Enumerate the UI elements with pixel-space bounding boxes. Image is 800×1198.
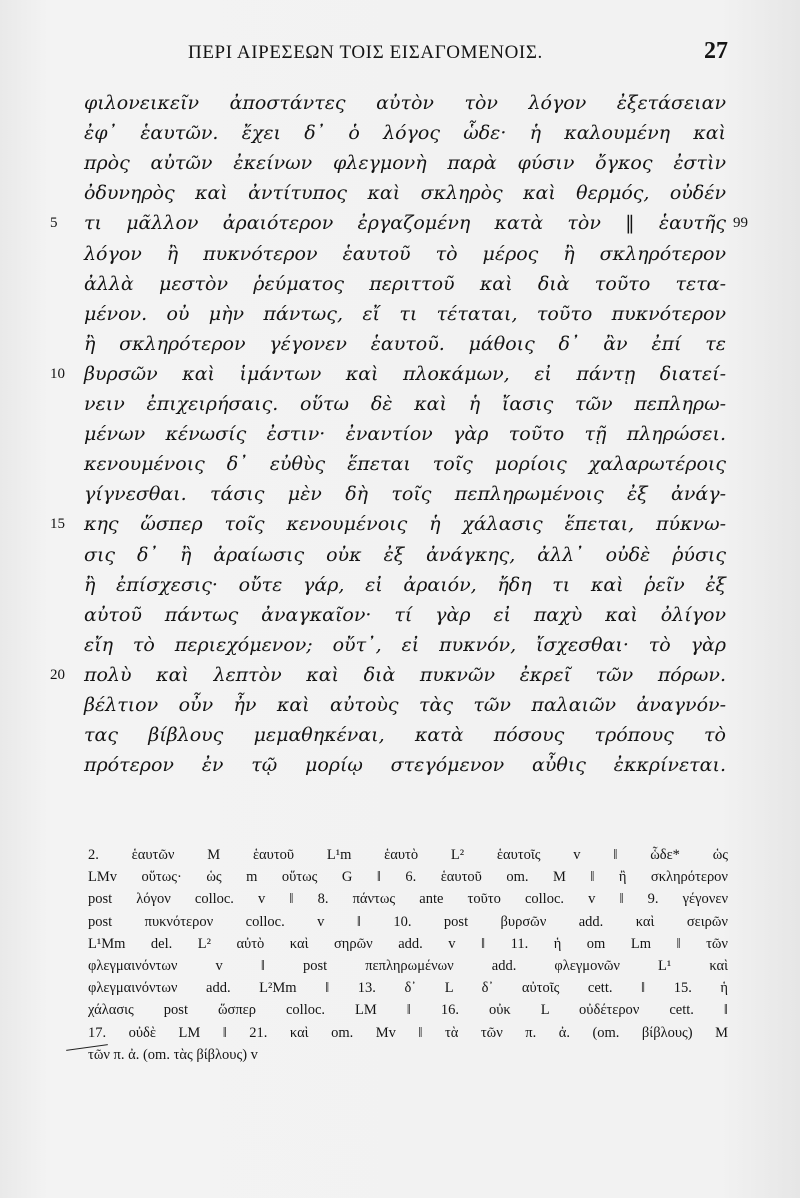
text-line: νειν ἐπιχειρήσαις. οὕτω δὲ καὶ ἡ ἴασις τῶν πεπληρω- (84, 393, 726, 415)
margin-page-reference: 99 (733, 215, 748, 231)
line-number: 5 (50, 215, 58, 231)
text-line: κης ὥσπερ τοῖς κενουμένοις ἡ χάλασις ἕπεται, πύκνω- (84, 513, 726, 535)
running-title: ΠΕΡΙ ΑΙΡΕΣΕΩΝ ΤΟΙΣ ΕΙΣΑΓΟΜΕΝΟΙΣ. (188, 42, 543, 63)
text-line: τας βίβλους μεμαθηκέναι, κατὰ πόσους τρόπους τὸ (84, 724, 726, 746)
line-number: 20 (50, 667, 65, 683)
apparatus-line: φλεγμαινόντων add. L²Mm ‖ 13. δ᾽ L δ᾽ αὐτοῖς cett. ‖ 15. ἡ (88, 980, 728, 996)
text-line: βυρσῶν καὶ ἱμάντων καὶ πλοκάμων, εἰ πάντῃ διατεί- (84, 363, 726, 385)
text-line: φιλονεικεῖν ἀποστάντες αὐτὸν τὸν λόγον ἐξετάσειαν (84, 92, 726, 114)
text-line: εἴη τὸ περιεχόμενον; οὔτ᾽, εἰ πυκνόν, ἴσχεσθαι· τὸ γὰρ (84, 634, 726, 656)
line-number: 10 (50, 366, 65, 382)
text-line: ὀδυνηρὸς καὶ ἀντίτυπος καὶ σκληρὸς καὶ θερμός, οὐδέν (84, 182, 726, 204)
apparatus-line: 17. οὐδὲ LM ‖ 21. καὶ om. Mv ‖ τὰ τῶν π. ἀ. (om. βίβλους) M (88, 1025, 728, 1041)
apparatus-line: χάλασις post ὥσπερ colloc. LM ‖ 16. οὐκ L οὐδέτερον cett. ‖ (88, 1002, 728, 1018)
text-line: κενουμένοις δ᾽ εὐθὺς ἕπεται τοῖς μορίοις χαλαρωτέροις (84, 453, 726, 475)
apparatus-line: post πυκνότερον colloc. v ‖ 10. post βυρσῶν add. καὶ σειρῶν (88, 914, 728, 930)
text-line: λόγον ἢ πυκνότερον ἑαυτοῦ τὸ μέρος ἢ σκληρότερον (84, 243, 726, 265)
text-line: πολὺ καὶ λεπτὸν καὶ διὰ πυκνῶν ἐκρεῖ τῶν πόρων. (84, 664, 726, 686)
text-line: μένον. οὐ μὴν πάντως, εἴ τι τέταται, τοῦτο πυκνότερον (84, 303, 726, 325)
text-line: πρότερον ἐν τῷ μορίῳ στεγόμενον αὖθις ἐκκρίνεται. (84, 754, 726, 776)
page-number: 27 (704, 38, 728, 64)
text-line: πρὸς αὐτῶν ἐκείνων φλεγμονὴ παρὰ φύσιν ὄγκος ἐστὶν (84, 152, 726, 174)
text-line: ἢ ἐπίσχεσις· οὔτε γάρ, εἰ ἀραιόν, ἤδη τι καὶ ῥεῖν ἐξ (84, 574, 726, 596)
text-line: ἀλλὰ μεστὸν ῥεύματος περιττοῦ καὶ διὰ τοῦτο τετα- (84, 273, 726, 295)
apparatus-line: L¹Mm del. L² αὐτὸ καὶ σηρῶν add. v ‖ 11. ἡ om Lm ‖ τῶν (88, 936, 728, 952)
text-line: τι μᾶλλον ἀραιότερον ἐργαζομένη κατὰ τὸν ‖ ἑαυτῆς (84, 212, 726, 234)
apparatus-line: 2. ἑαυτῶν M ἑαυτοῦ L¹m ἑαυτὸ L² ἑαυτοῖς v ‖ ὧδε* ὡς (88, 847, 728, 863)
apparatus-line: φλεγμαινόντων v ‖ post πεπληρωμένων add. φλεγμονῶν L¹ καὶ (88, 958, 728, 974)
apparatus-line: LMv οὕτως· ὡς m οὕτως G ‖ 6. ἑαυτοῦ om. M ‖ ἢ σκληρότερον (88, 869, 728, 885)
text-line: γίγνεσθαι. τάσις μὲν δὴ τοῖς πεπληρωμένοις ἐξ ἀνάγ- (84, 483, 726, 505)
text-line: αὐτοῦ πάντως ἀναγκαῖον· τί γὰρ εἰ παχὺ καὶ ὀλίγον (84, 604, 726, 626)
apparatus-line: τῶν π. ἀ. (om. τὰς βίβλους) v (88, 1047, 258, 1063)
text-line: μένων κένωσίς ἐστιν· ἐναντίον γὰρ τοῦτο τῇ πληρώσει. (84, 423, 726, 445)
apparatus-line: post λόγον colloc. v ‖ 8. πάντως ante τοῦτο colloc. v ‖ 9. γέγονεν (88, 891, 728, 907)
text-line: βέλτιον οὖν ἦν καὶ αὐτοὺς τὰς τῶν παλαιῶν ἀναγνόν- (84, 694, 726, 716)
text-line: σις δ᾽ ἢ ἀραίωσις οὐκ ἐξ ἀνάγκης, ἀλλ᾽ οὐδὲ ῥύσις (84, 544, 726, 566)
text-line: ἢ σκληρότερον γέγονεν ἑαυτοῦ. μάθοις δ᾽ ἂν ἐπί τε (84, 333, 726, 355)
text-line: ἐφ᾽ ἑαυτῶν. ἔχει δ᾽ ὁ λόγος ὧδε· ἡ καλουμένη καὶ (84, 122, 726, 144)
line-number: 15 (50, 516, 65, 532)
running-header (60, 38, 730, 72)
